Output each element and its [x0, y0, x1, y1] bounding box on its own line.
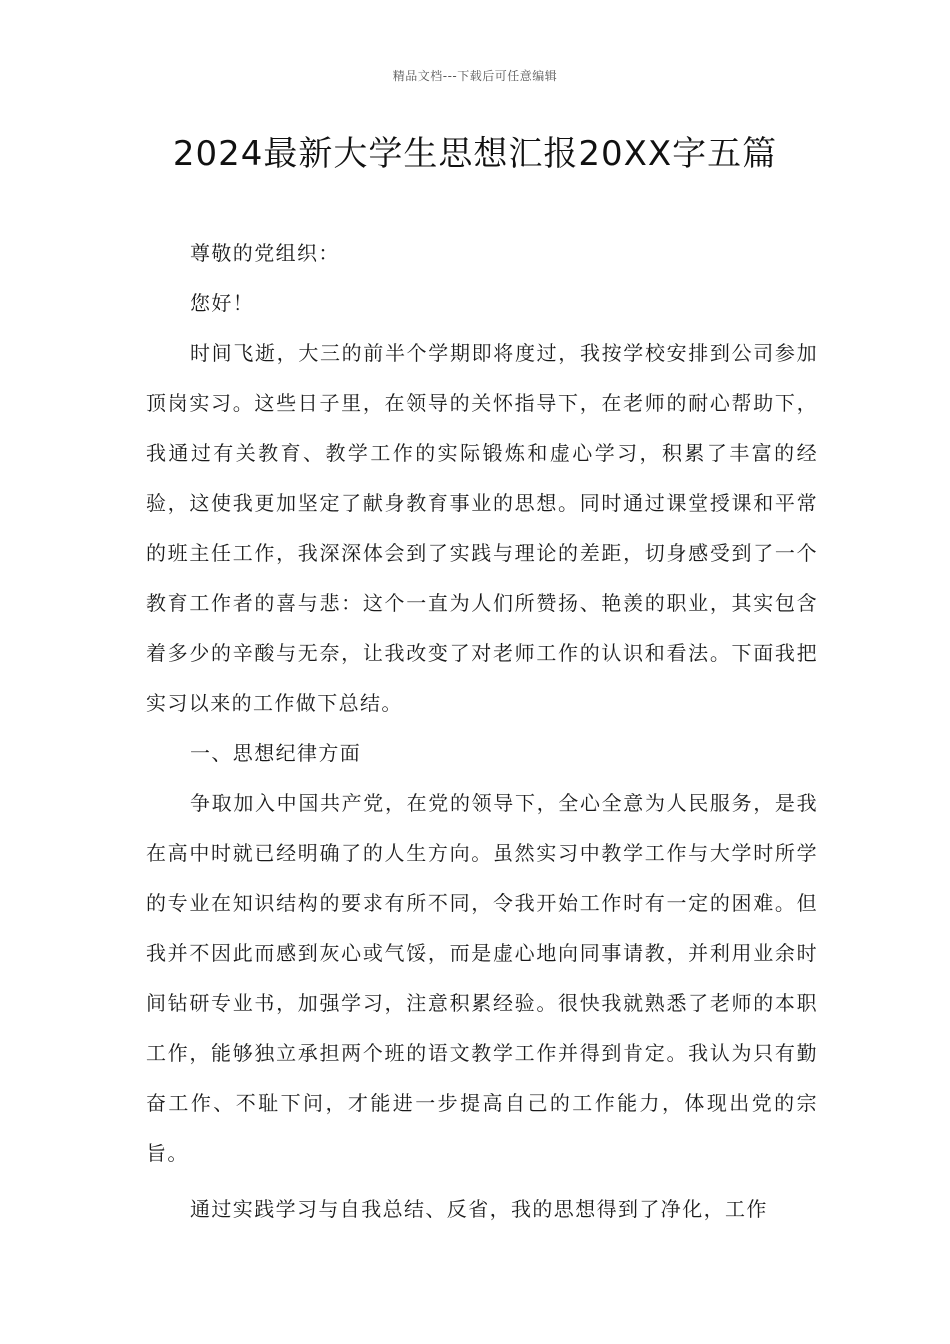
paragraph-discipline: 争取加入中国共产党，在党的领导下，全心全意为人民服务，是我在高中时就已经明确了的人生方向。虽然实习中教学工作与大学时所学的专业在知识结构的要求有所不同，令我开始工作时有一定的困难。但我并不因此而感到灰心或气馁，而是虚心地向同事请教，并利用业余时间钻研专业书，加强学习，注意积累经验。很快我就熟悉了老师的本职工作，能够独立承担两个班的语文教学工作并得到肯定。我认为只有勤奋工作、不耻下问，才能进一步提高自己的工作能力，体现出党的宗旨。 — [146, 791, 818, 1165]
section-heading: 一、思想纪律方面 — [190, 741, 362, 765]
paragraph-intro: 时间飞逝，大三的前半个学期即将度过，我按学校安排到公司参加顶岗实习。这些日子里，在领导的关怀指导下，在老师的耐心帮助下，我通过有关教育、教学工作的实际锻炼和虚心学习，积累了丰富的经验，这使我更加坚定了献身教育事业的思想。同时通过课堂授课和平常的班主任工作，我深深体会到了实践与理论的差距，切身感受到了一个教育工作者的喜与悲：这个一直为人们所赞扬、艳羡的职业，其实包含着多少的辛酸与无奈，让我改变了对老师工作的认识和看法。下面我把实习以来的工作做下总结。 — [146, 341, 818, 715]
greeting: 您好！ — [190, 291, 255, 315]
salutation: 尊敬的党组织： — [190, 241, 340, 265]
document-title: 2024最新大学生思想汇报20XX字五篇 — [172, 134, 778, 174]
header-watermark: 精品文档---下载后可任意编辑 — [392, 69, 558, 83]
document-body — [146, 228, 818, 1234]
paragraph-continuation: 通过实践学习与自我总结、反省，我的思想得到了净化，工作 — [190, 1197, 768, 1221]
